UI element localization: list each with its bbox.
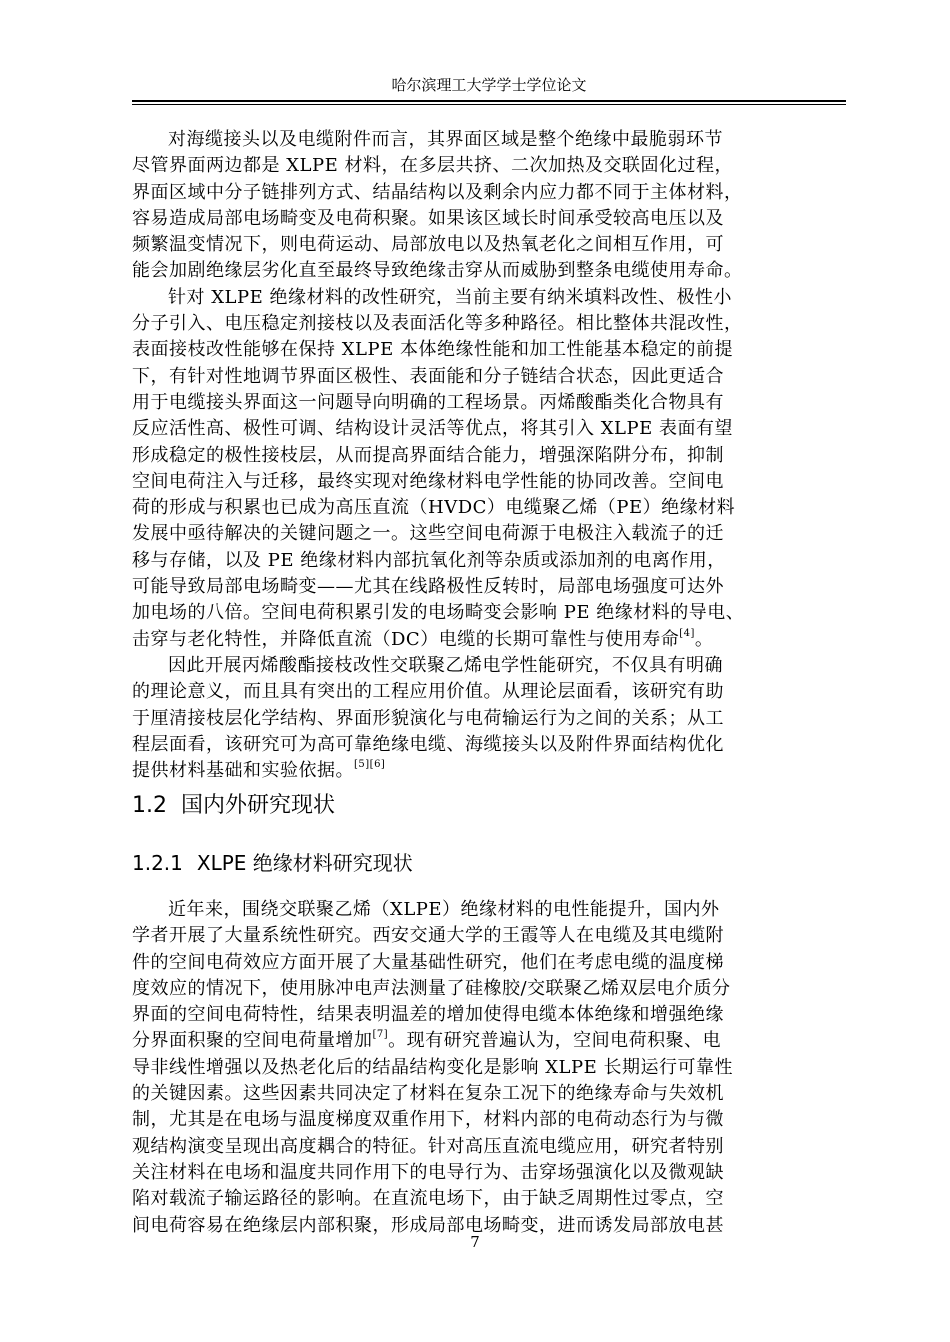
header-rule-thin: [132, 104, 846, 105]
section-title: 国内外研究现状: [181, 793, 336, 818]
citation: [4]: [679, 627, 695, 639]
paragraph-research-status: [132, 897, 846, 1239]
paragraph-interface: [132, 127, 846, 285]
paragraph-text: 近年来，围绕交联聚乙烯（XLPE）绝缘材料的电性能提升，国内外 学者开展了大量系统性研究。西安交通大学的王霞等人在电缆及其电缆附 件的空间电荷效应方面开展了大量基础性研究，他们在考虑电缆的温度梯 度效应的情况下，使用脉冲电声法测量了硅橡胶/交联聚乙烯双层电介质分 界面的空间电荷特性，结果表明温差的增加使得电缆本体绝缘和增强绝缘 分界面积聚的空间电荷量增加: [132, 899, 731, 1052]
citation: [5][6]: [354, 759, 386, 771]
paragraph-significance: [132, 653, 846, 784]
section-number: 1.2: [132, 793, 167, 818]
body-text-block-2: [132, 897, 846, 1239]
section-heading: [132, 789, 335, 823]
subsection-heading: [132, 848, 413, 878]
paragraph-text: 对海缆接头以及电缆附件而言，其界面区域是整个绝缘中最脆弱环节 尽管界面两边都是 XLPE 材料，在多层共挤、二次加热及交联固化过程， 界面区域中分子链排列方式、结晶结构以及剩余内应力都不同于主体材料， 容易造成局部电场畸变及电荷积聚。如果该区域长时间承受较高电压以及 频繁温变情况下，则电荷运动、局部放电以及热氧老化之间相互作用，可 能会加剧绝缘层劣化直至最终导致绝缘击穿从而威胁到整条电缆使用寿命。: [132, 129, 743, 282]
paragraph-modification: [132, 285, 846, 653]
subsection-title: XLPE 绝缘材料研究现状: [196, 851, 413, 875]
paragraph-tail: 。现有研究普遍认为，空间电荷积聚、电 导非线性增强以及热老化后的结晶结构变化是影响 XLPE 长期运行可靠性 的关键因素。这些因素共同决定了材料在复杂工况下的绝缘寿命与失效机 制，尤其是在电场与温度梯度双重作用下，材料内部的电荷动态行为与微 观结构演变呈现出高度耦合的特征。针对高压直流电缆应用，研究者特别 关注材料在电场和温度共同作用下的电导行为、击穿场强演化以及微观缺 陷对载流子输运路径的影响。在直流电场下，由于缺乏周期性过零点，空 间电荷容易在绝缘层内部积聚，形成局部电场畸变，进而诱发局部放电甚: [132, 1030, 733, 1236]
paragraph-tail: 。: [694, 628, 714, 650]
page-number: 7: [470, 1233, 480, 1251]
paragraph-text: 因此开展丙烯酸酯接枝改性交联聚乙烯电学性能研究，不仅具有明确 的理论意义，而且具有突出的工程应用价值。从理论层面看，该研究有助 于厘清接枝层化学结构、界面形貌演化与电荷输运行为之间的关系；从工 程层面看，该研究可为高可靠绝缘电缆、海缆接头以及附件界面结构优化 提供材料基础和实验依据。: [132, 654, 724, 782]
subsection-number: 1.2.1: [132, 851, 183, 875]
paragraph-text: 针对 XLPE 绝缘材料的改性研究，当前主要有纳米填料改性、极性小 分子引入、电压稳定剂接枝以及表面活化等多种路径。相比整体共混改性， 表面接枝改性能够在保持 XLPE 本体绝缘性能和加工性能基本稳定的前提 下，有针对性地调节界面区极性、表面能和分子链结合状态，因此更适合 用于电缆接头界面这一问题导向明确的工程场景。丙烯酸酯类化合物具有 反应活性高、极性可调、结构设计灵活等优点，将其引入 XLPE 表面有望 形成稳定的极性接枝层，从而提高界面结合能力，增强深陷阱分布，抑制 空间电荷注入与迁移，最终实现对绝缘材料电学性能的协同改善。空间电 荷的形成与积累也已成为高压直流（HVDC）电缆聚乙烯（PE）绝缘材料 发展中亟待解决的关键问题之一。这些空间电荷源于电极注入载流子的迁 移与存储，以及 PE 绝缘材料内部抗氧化剂等杂质或添加剂的电离作用， 可能导致局部电场畸变——尤其在线路极性反转时，局部电场强度可达外 加电场的八倍。空间电荷积累引发的电场畸变会影响 PE 绝缘材料的导电、 击穿与老化特性，并降低直流（DC）电缆的长期可靠性与使用寿命: [132, 286, 745, 650]
running-header: 哈尔滨理工大学学士学位论文: [391, 76, 587, 94]
header-rule: [132, 100, 846, 102]
body-text-block: [132, 127, 846, 784]
citation: [7]: [372, 1029, 389, 1041]
